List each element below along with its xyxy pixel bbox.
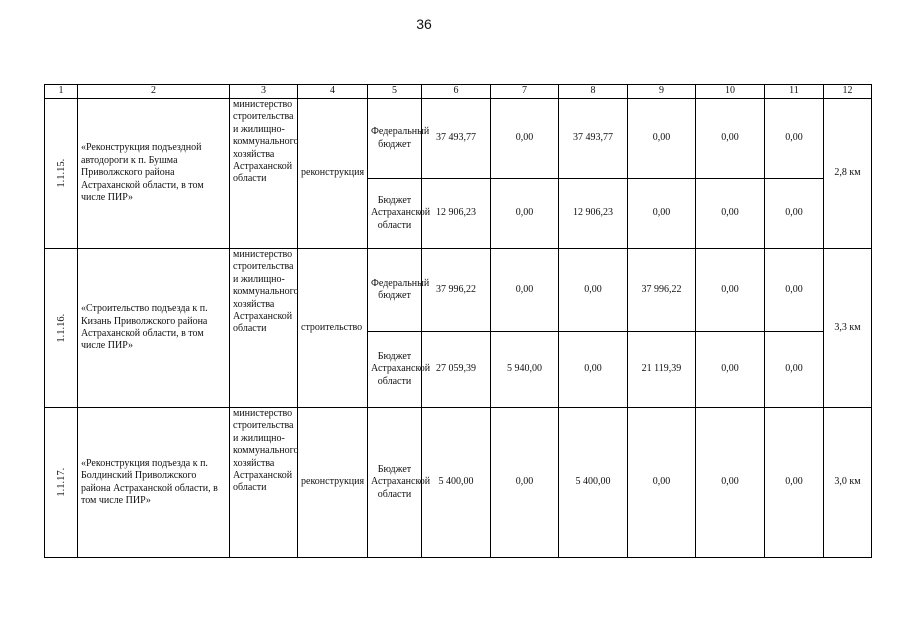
amount-cell: 0,00 <box>765 332 824 408</box>
road-length: 3,3 км <box>824 249 872 408</box>
amount-cell: 12 906,23 <box>559 179 628 249</box>
amount-cell: 0,00 <box>696 99 765 179</box>
amount-cell: 0,00 <box>559 249 628 332</box>
amount-cell: 0,00 <box>491 249 559 332</box>
amount-cell: 0,00 <box>696 249 765 332</box>
amount-cell: 0,00 <box>696 179 765 249</box>
funding-source: Федеральный бюджет <box>368 249 422 332</box>
header-cell: 9 <box>628 85 696 99</box>
work-type: строительство <box>298 249 368 408</box>
funding-source: Бюджет Астраханской области <box>368 332 422 408</box>
amount-cell: 0,00 <box>628 99 696 179</box>
executor: министерство строительства и жилищно-коммунального хозяйства Астраханской области <box>230 249 298 408</box>
work-type: реконструкция <box>298 408 368 558</box>
row-number-cell <box>45 408 78 558</box>
amount-cell: 27 059,39 <box>422 332 491 408</box>
header-cell: 11 <box>765 85 824 99</box>
amount-cell: 0,00 <box>696 332 765 408</box>
page-number: 36 <box>416 16 432 32</box>
amount-cell: 0,00 <box>491 408 559 558</box>
row-number: 1.1.15. <box>56 159 68 188</box>
amount-cell: 37 996,22 <box>628 249 696 332</box>
header-cell: 6 <box>422 85 491 99</box>
executor: министерство строительства и жилищно-коммунального хозяйства Астраханской области <box>230 99 298 249</box>
table-row <box>45 99 872 179</box>
road-length: 2,8 км <box>824 99 872 249</box>
amount-cell: 0,00 <box>628 408 696 558</box>
amount-cell: 5 400,00 <box>559 408 628 558</box>
amount-cell: 12 906,23 <box>422 179 491 249</box>
road-length: 3,0 км <box>824 408 872 558</box>
row-number: 1.1.16. <box>56 313 68 343</box>
project-name: «Строительство подъезда к п. Кизань Приволжского района Астраханской области, в том числе ПИР» <box>78 249 230 408</box>
funding-source: Федеральный бюджет <box>368 99 422 179</box>
amount-cell: 0,00 <box>559 332 628 408</box>
table-row <box>45 408 872 558</box>
amount-cell: 5 940,00 <box>491 332 559 408</box>
amount-cell: 21 119,39 <box>628 332 696 408</box>
row-number-cell <box>45 99 78 249</box>
project-name: «Реконструкция подъездной автодороги к п. Бушма Приволжского района Астраханской области, в том числе ПИР» <box>78 99 230 249</box>
header-cell: 12 <box>824 85 872 99</box>
amount-cell: 0,00 <box>765 99 824 179</box>
header-cell: 4 <box>298 85 368 99</box>
table-body <box>45 85 872 558</box>
row-number-cell <box>45 249 78 408</box>
table-row <box>45 249 872 332</box>
program-table <box>44 84 872 558</box>
header-cell: 8 <box>559 85 628 99</box>
amount-cell: 37 493,77 <box>559 99 628 179</box>
amount-cell: 5 400,00 <box>422 408 491 558</box>
header-cell: 1 <box>45 85 78 99</box>
header-cell: 3 <box>230 85 298 99</box>
amount-cell: 37 493,77 <box>422 99 491 179</box>
amount-cell: 0,00 <box>696 408 765 558</box>
header-cell: 2 <box>78 85 230 99</box>
amount-cell: 0,00 <box>628 179 696 249</box>
executor: министерство строительства и жилищно-коммунального хозяйства Астраханской области <box>230 408 298 558</box>
funding-source: Бюджет Астраханской области <box>368 408 422 558</box>
header-cell: 10 <box>696 85 765 99</box>
amount-cell: 0,00 <box>491 99 559 179</box>
work-type: реконструкция <box>298 99 368 249</box>
amount-cell: 0,00 <box>765 408 824 558</box>
header-cell: 7 <box>491 85 559 99</box>
project-name: «Реконструкция подъезда к п. Болдинский Приволжского района Астраханской области, в том числе ПИР» <box>78 408 230 558</box>
amount-cell: 37 996,22 <box>422 249 491 332</box>
amount-cell: 0,00 <box>491 179 559 249</box>
amount-cell: 0,00 <box>765 249 824 332</box>
funding-source: Бюджет Астраханской области <box>368 179 422 249</box>
header-cell: 5 <box>368 85 422 99</box>
header-row <box>45 85 872 99</box>
amount-cell: 0,00 <box>765 179 824 249</box>
row-number: 1.1.17. <box>56 468 68 497</box>
